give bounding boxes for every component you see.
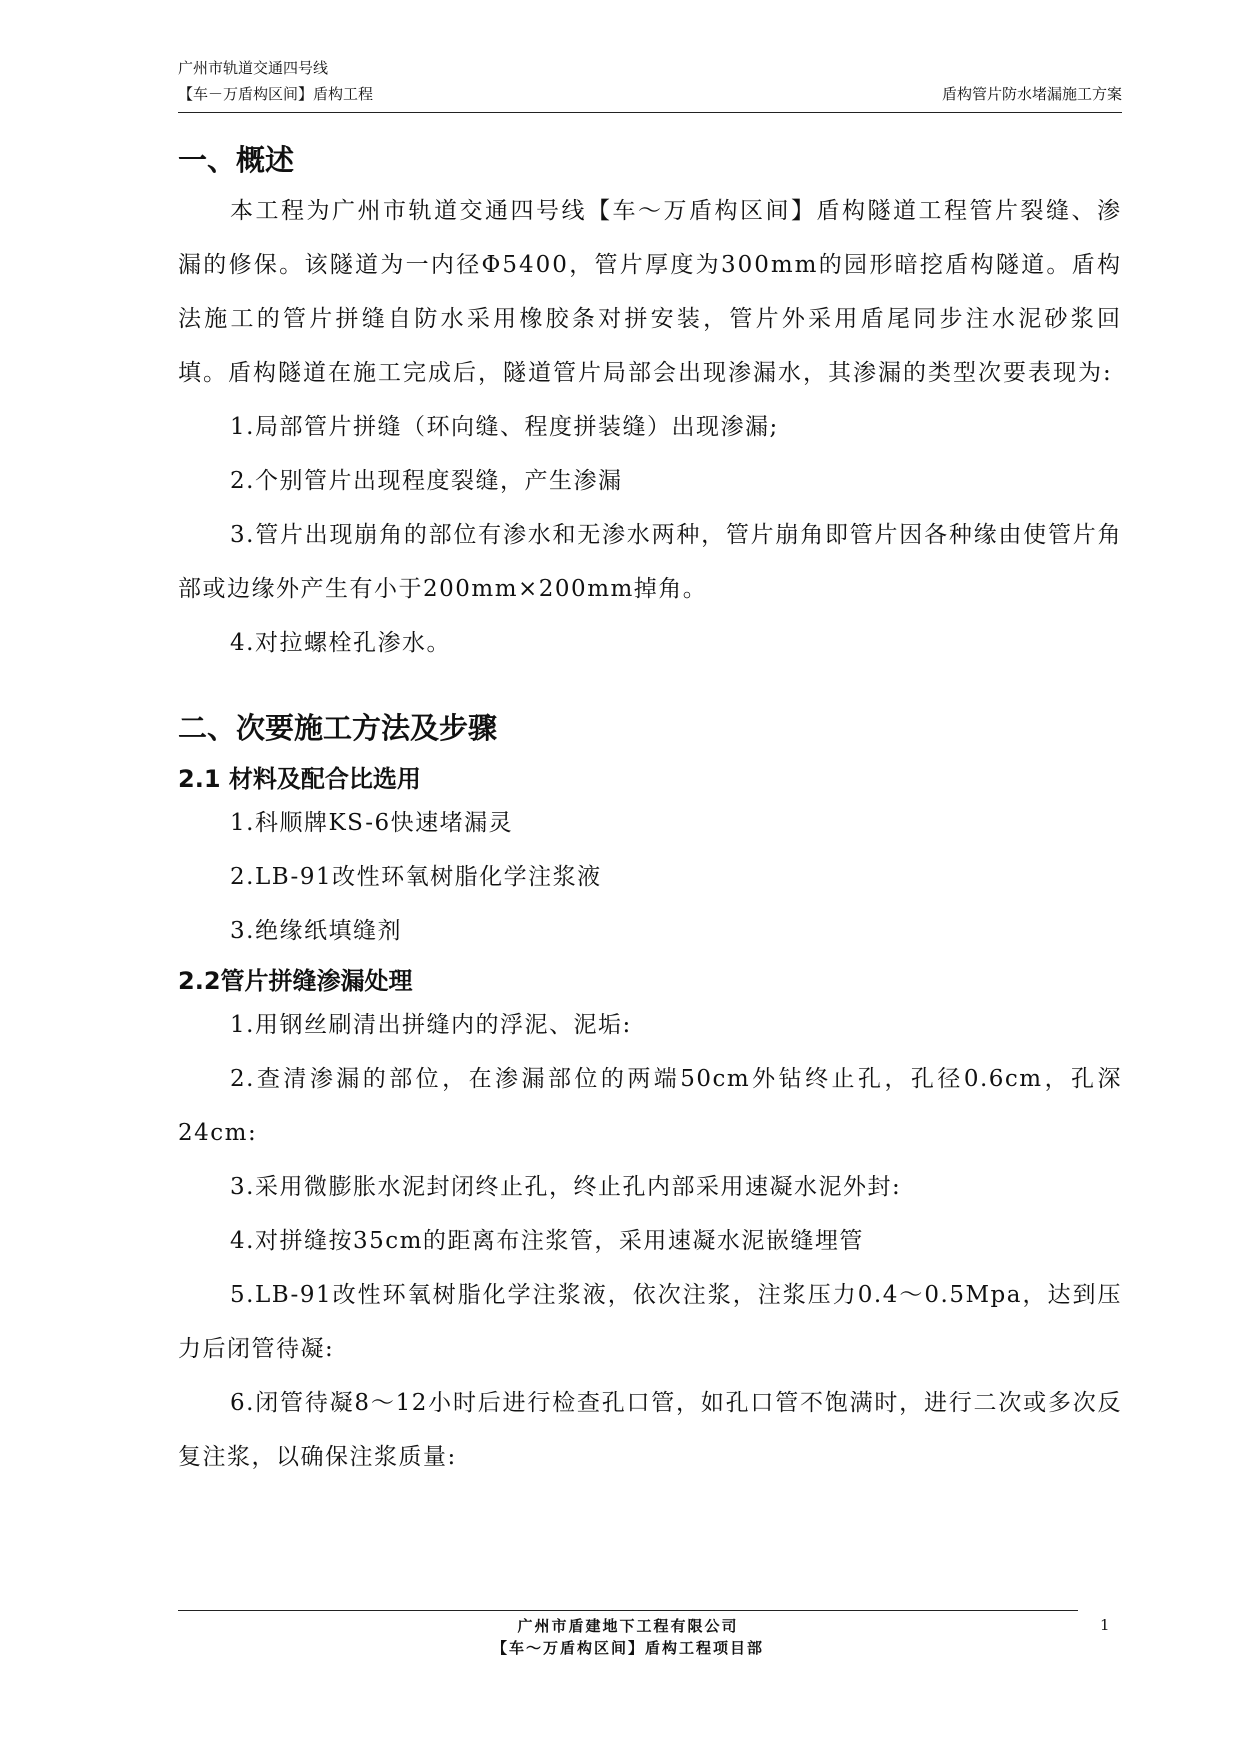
- section1-heading: 一、概述: [178, 143, 295, 177]
- list-item: 3.管片出现崩角的部位有渗水和无渗水两种，管片崩角即管片因各种缘由使管片角部或边缘外产生有小于200mm×200mm掉角。: [178, 522, 1122, 602]
- section2-heading: 二、次要施工方法及步骤: [178, 711, 498, 745]
- header-doc-title: 盾构管片防水堵漏施工方案: [941, 85, 1122, 103]
- list-item: 2.LB-91改性环氧树脂化学注浆液: [230, 864, 602, 890]
- section1-intro-paragraph: 本工程为广州市轨道交通四号线【车～万盾构区间】盾构隧道工程管片裂缝、渗漏的修保。该隧道为一内径Φ5400，管片厚度为300mm的园形暗挖盾构隧道。盾构法施工的管片拼缝自防水采用橡胶条对拼安装，管片外采用盾尾同步注水泥砂浆回填。盾构隧道在施工完成后，隧道管片局部会出现渗漏水，其渗漏的类型次要表现为:: [178, 198, 1122, 386]
- list-item: 1.科顺牌KS-6快速堵漏灵: [230, 810, 514, 836]
- header-section-line: 【车－万盾构区间】盾构工程: [178, 85, 374, 103]
- list-item: 4.对拉螺栓孔渗水。: [230, 630, 451, 656]
- page-footer: [178, 1610, 1078, 1659]
- footer-department: 【车～万盾构区间】盾构工程项目部: [491, 1639, 764, 1657]
- list-item: 4.对拼缝按35cm的距离布注浆管，采用速凝水泥嵌缝埋管: [230, 1228, 864, 1254]
- list-item: 2.个别管片出现程度裂缝，产生渗漏: [230, 468, 623, 494]
- list-item: 3.绝缘纸填缝剂: [230, 918, 402, 944]
- list-item: 5.LB-91改性环氧树脂化学注浆液，依次注浆，注浆压力0.4～0.5Mpa，达到压力后闭管待凝:: [178, 1282, 1122, 1362]
- list-item: 1.用钢丝刷清出拼缝内的浮泥、泥垢:: [230, 1012, 632, 1038]
- list-item: 3.采用微膨胀水泥封闭终止孔，终止孔内部采用速凝水泥外封:: [230, 1174, 902, 1200]
- page-header: [178, 58, 1122, 113]
- document-body: [178, 140, 1122, 1484]
- list-item: 1.局部管片拼缝（环向缝、程度拼装缝）出现渗漏;: [230, 414, 779, 440]
- list-item: 6.闭管待凝8～12小时后进行检查孔口管，如孔口管不饱满时，进行二次或多次反复注浆，以确保注浆质量:: [178, 1390, 1122, 1470]
- footer-company: 广州市盾建地下工程有限公司: [517, 1617, 739, 1635]
- header-project-line: 广州市轨道交通四号线: [178, 59, 329, 77]
- subsection-2-2-heading: 2.2管片拼缝渗漏处理: [178, 967, 413, 995]
- page-number: 1: [1100, 1616, 1110, 1634]
- subsection-2-1-heading: 2.1 材料及配合比选用: [178, 765, 421, 793]
- list-item: 2.查清渗漏的部位，在渗漏部位的两端50cm外钻终止孔，孔径0.6cm，孔深24cm:: [178, 1066, 1122, 1146]
